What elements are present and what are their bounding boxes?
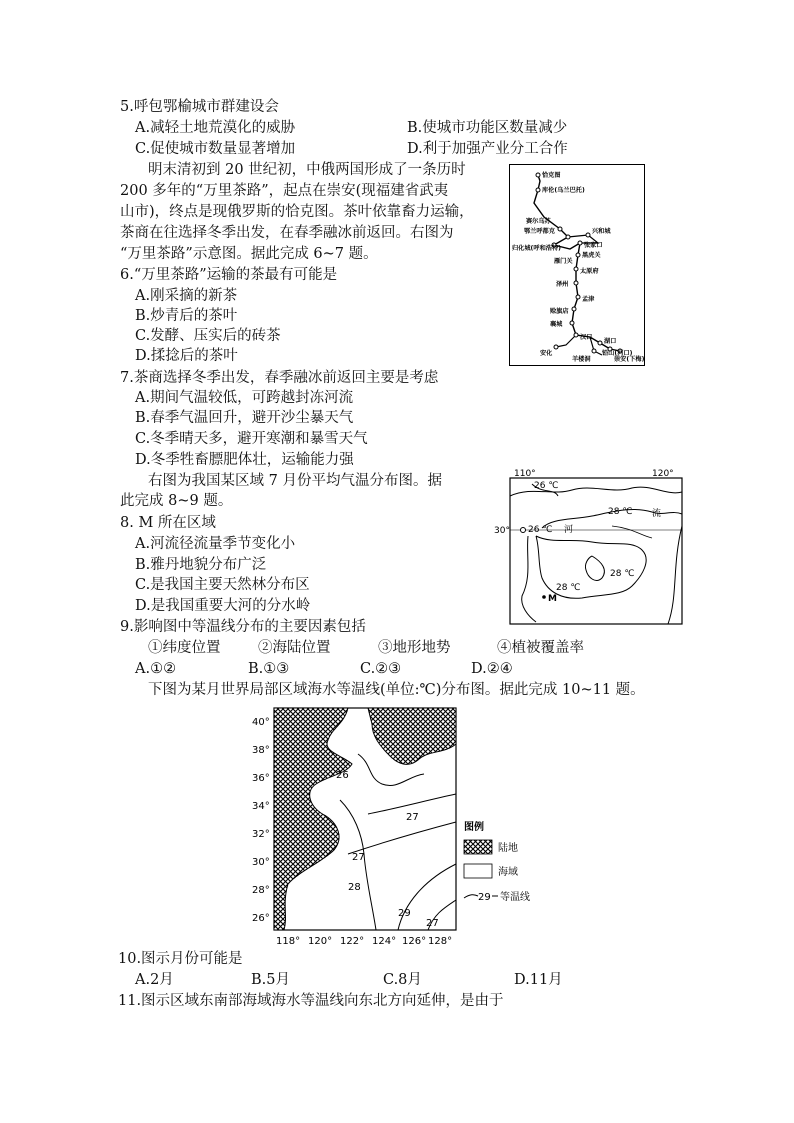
lat-tick: 32° (252, 829, 270, 840)
tea-city-label: 襄城 (550, 321, 563, 328)
tea-city-label: 雁门关 (554, 258, 573, 265)
temp-label: 28 ℃ (610, 569, 635, 579)
intro6-line2: 200 多年的“万里茶路”，起点在崇安(现福建省武夷 (120, 183, 449, 199)
tea-city-label: 黑虎关 (582, 252, 601, 259)
river-label: 河 (564, 525, 574, 535)
tea-city-label: 张家口 (584, 242, 603, 249)
q8-option-b: B.雅丹地貌分布广泛 (135, 557, 267, 573)
temp-label: 26 ℃ (534, 481, 559, 491)
legend-title: 图例 (464, 822, 484, 833)
lat-tick: 28° (252, 885, 270, 896)
river-label: 流 (652, 509, 662, 519)
intro6-line5: “万里茶路”示意图。据此完成 6~7 题。 (120, 246, 378, 262)
temp-label: 28 ℃ (556, 583, 581, 593)
q8-option-d: D.是我国重要大河的分水岭 (135, 598, 311, 614)
lon-tick: 128° (428, 936, 453, 947)
tea-city-label: 归化城(呼和浩特) (512, 245, 561, 252)
tea-city-label: 泽州 (556, 281, 569, 288)
q9-stem: 9.影响图中等温线分布的主要因素包括 (120, 619, 366, 635)
lon-label-120: 120° (652, 469, 674, 479)
isotherm-label: 27 (426, 918, 439, 929)
q9-factor-4: ④植被覆盖率 (497, 640, 584, 656)
q8-stem: 8. M 所在区域 (120, 515, 216, 531)
legend-sea-swatch (464, 864, 492, 878)
tea-city-label: 库伦(乌兰巴托) (542, 187, 585, 194)
lat-tick: 40° (252, 717, 270, 728)
tea-city-label: 孟津 (582, 296, 595, 303)
point-m-label: M (548, 594, 557, 604)
temperature-map (492, 466, 690, 626)
tea-city-label: 兴和城 (592, 228, 611, 235)
q10-option-b: B.5月 (251, 972, 290, 988)
q5-option-a: A.减轻土地荒漠化的威胁 (135, 120, 296, 136)
lon-tick: 120° (308, 936, 333, 947)
tea-city-label: 崇安(下梅) (614, 356, 644, 363)
q10-option-d: D.11月 (514, 972, 563, 988)
tea-route-map (509, 164, 645, 366)
lat-tick: 30° (252, 857, 270, 868)
q11-stem: 11.图示区域东南部海域海水等温线向东北方向延伸，是由于 (118, 993, 504, 1009)
tea-city-label: 赛尔乌苏 (526, 218, 551, 225)
q7-option-b: B.春季气温回升，避开沙尘暴天气 (135, 410, 354, 426)
q7-option-d: D.冬季牲畜膘肥体壮，运输能力强 (135, 452, 354, 468)
q10-option-c: C.8月 (383, 972, 422, 988)
lon-tick: 122° (340, 936, 365, 947)
temp-label: 26 ℃ (528, 525, 553, 535)
legend-land-swatch (464, 840, 492, 854)
q9-factor-1: ①纬度位置 (148, 640, 221, 656)
q9-option-a: A.①② (135, 661, 177, 677)
q9-factor-3: ③地形地势 (378, 640, 451, 656)
lat-tick: 38° (252, 745, 270, 756)
isotherm-label: 27 (352, 852, 365, 863)
q6-option-b: B.炒青后的茶叶 (135, 308, 238, 324)
legend-sea-label: 海域 (498, 867, 518, 878)
q6-option-a: A.刚采摘的新茶 (135, 288, 238, 304)
intro6-line4: 茶商在往选择冬季出发，在春季融冰前返回。右图为 (120, 225, 454, 241)
q10-stem: 10.图示月份可能是 (118, 951, 243, 967)
tea-city-label: 湖口 (604, 338, 617, 345)
q6-option-c: C.发酵、压实后的砖茶 (135, 328, 281, 344)
q9-factor-2: ②海陆位置 (258, 640, 331, 656)
q7-option-a: A.期间气温较低，可跨越封冻河流 (135, 390, 354, 406)
lon-tick: 126° (402, 936, 427, 947)
lat-tick: 26° (252, 913, 270, 924)
isotherm-label: 29 (398, 908, 411, 919)
isotherm-label: 26 (336, 770, 349, 781)
lat-tick: 36° (252, 773, 270, 784)
tea-city-label: 太原府 (580, 268, 599, 275)
tea-city-label: 恰克图 (542, 172, 561, 179)
tea-city-label: 铅山(河口) (602, 350, 633, 357)
isotherm-label: 28 (348, 882, 361, 893)
tea-city-label: 羊楼洞 (572, 356, 591, 363)
q5-option-b: B.使城市功能区数量减少 (407, 120, 568, 136)
q9-option-c: C.②③ (360, 661, 402, 677)
sea-isotherm-map (248, 704, 548, 948)
q9-option-d: D.②④ (471, 661, 513, 677)
q5-option-c: C.促使城市数量显著增加 (135, 141, 296, 157)
q6-option-d: D.揉捻后的茶叶 (135, 348, 238, 364)
q6-stem: 6.“万里茶路”运输的茶最有可能是 (120, 267, 338, 283)
legend-land-label: 陆地 (498, 843, 518, 854)
tea-city-label: 赊旗店 (550, 308, 569, 315)
lon-label-110: 110° (514, 469, 536, 479)
legend-iso-label: 等温线 (500, 892, 530, 903)
isotherm-label: 27 (406, 812, 419, 823)
lat-label-30: 30° (494, 526, 510, 536)
q8-option-a: A.河流径流量季节变化小 (135, 536, 296, 552)
tea-city-label: 安化 (540, 350, 553, 357)
lat-tick: 34° (252, 801, 270, 812)
q8-option-c: C.是我国主要天然林分布区 (135, 577, 310, 593)
tea-city-label: 鄂兰呼都克 (524, 228, 555, 235)
q5-stem: 5.呼包鄂榆城市群建设会 (120, 99, 279, 115)
q9-option-b: B.①③ (248, 661, 290, 677)
tea-city-label: 汉口 (580, 334, 593, 341)
q10-option-a: A.2月 (135, 972, 174, 988)
legend-iso-number: 29 (478, 892, 491, 903)
q7-option-c: C.冬季晴天多，避开寒潮和暴雪天气 (135, 431, 368, 447)
temp-label: 28 ℃ (608, 507, 633, 517)
intro8-line2: 此完成 8~9 题。 (120, 493, 233, 509)
intro6-line1: 明末清初到 20 世纪初，中俄两国形成了一条历时 (148, 162, 466, 178)
q7-stem: 7.茶商选择冬季出发，春季融冰前返回主要是考虑 (120, 370, 439, 386)
intro10-line: 下图为某月世界局部区域海水等温线(单位:℃)分布图。据此完成 10~11 题。 (148, 682, 645, 698)
intro6-line3: 山市)，终点是现俄罗斯的恰克图。茶叶依靠畜力运输， (120, 204, 474, 220)
q5-option-d: D.利于加强产业分工合作 (407, 141, 568, 157)
intro8-line1: 右图为我国某区域 7 月份平均气温分布图。据 (148, 473, 442, 489)
lon-tick: 118° (276, 936, 301, 947)
lon-tick: 124° (372, 936, 397, 947)
